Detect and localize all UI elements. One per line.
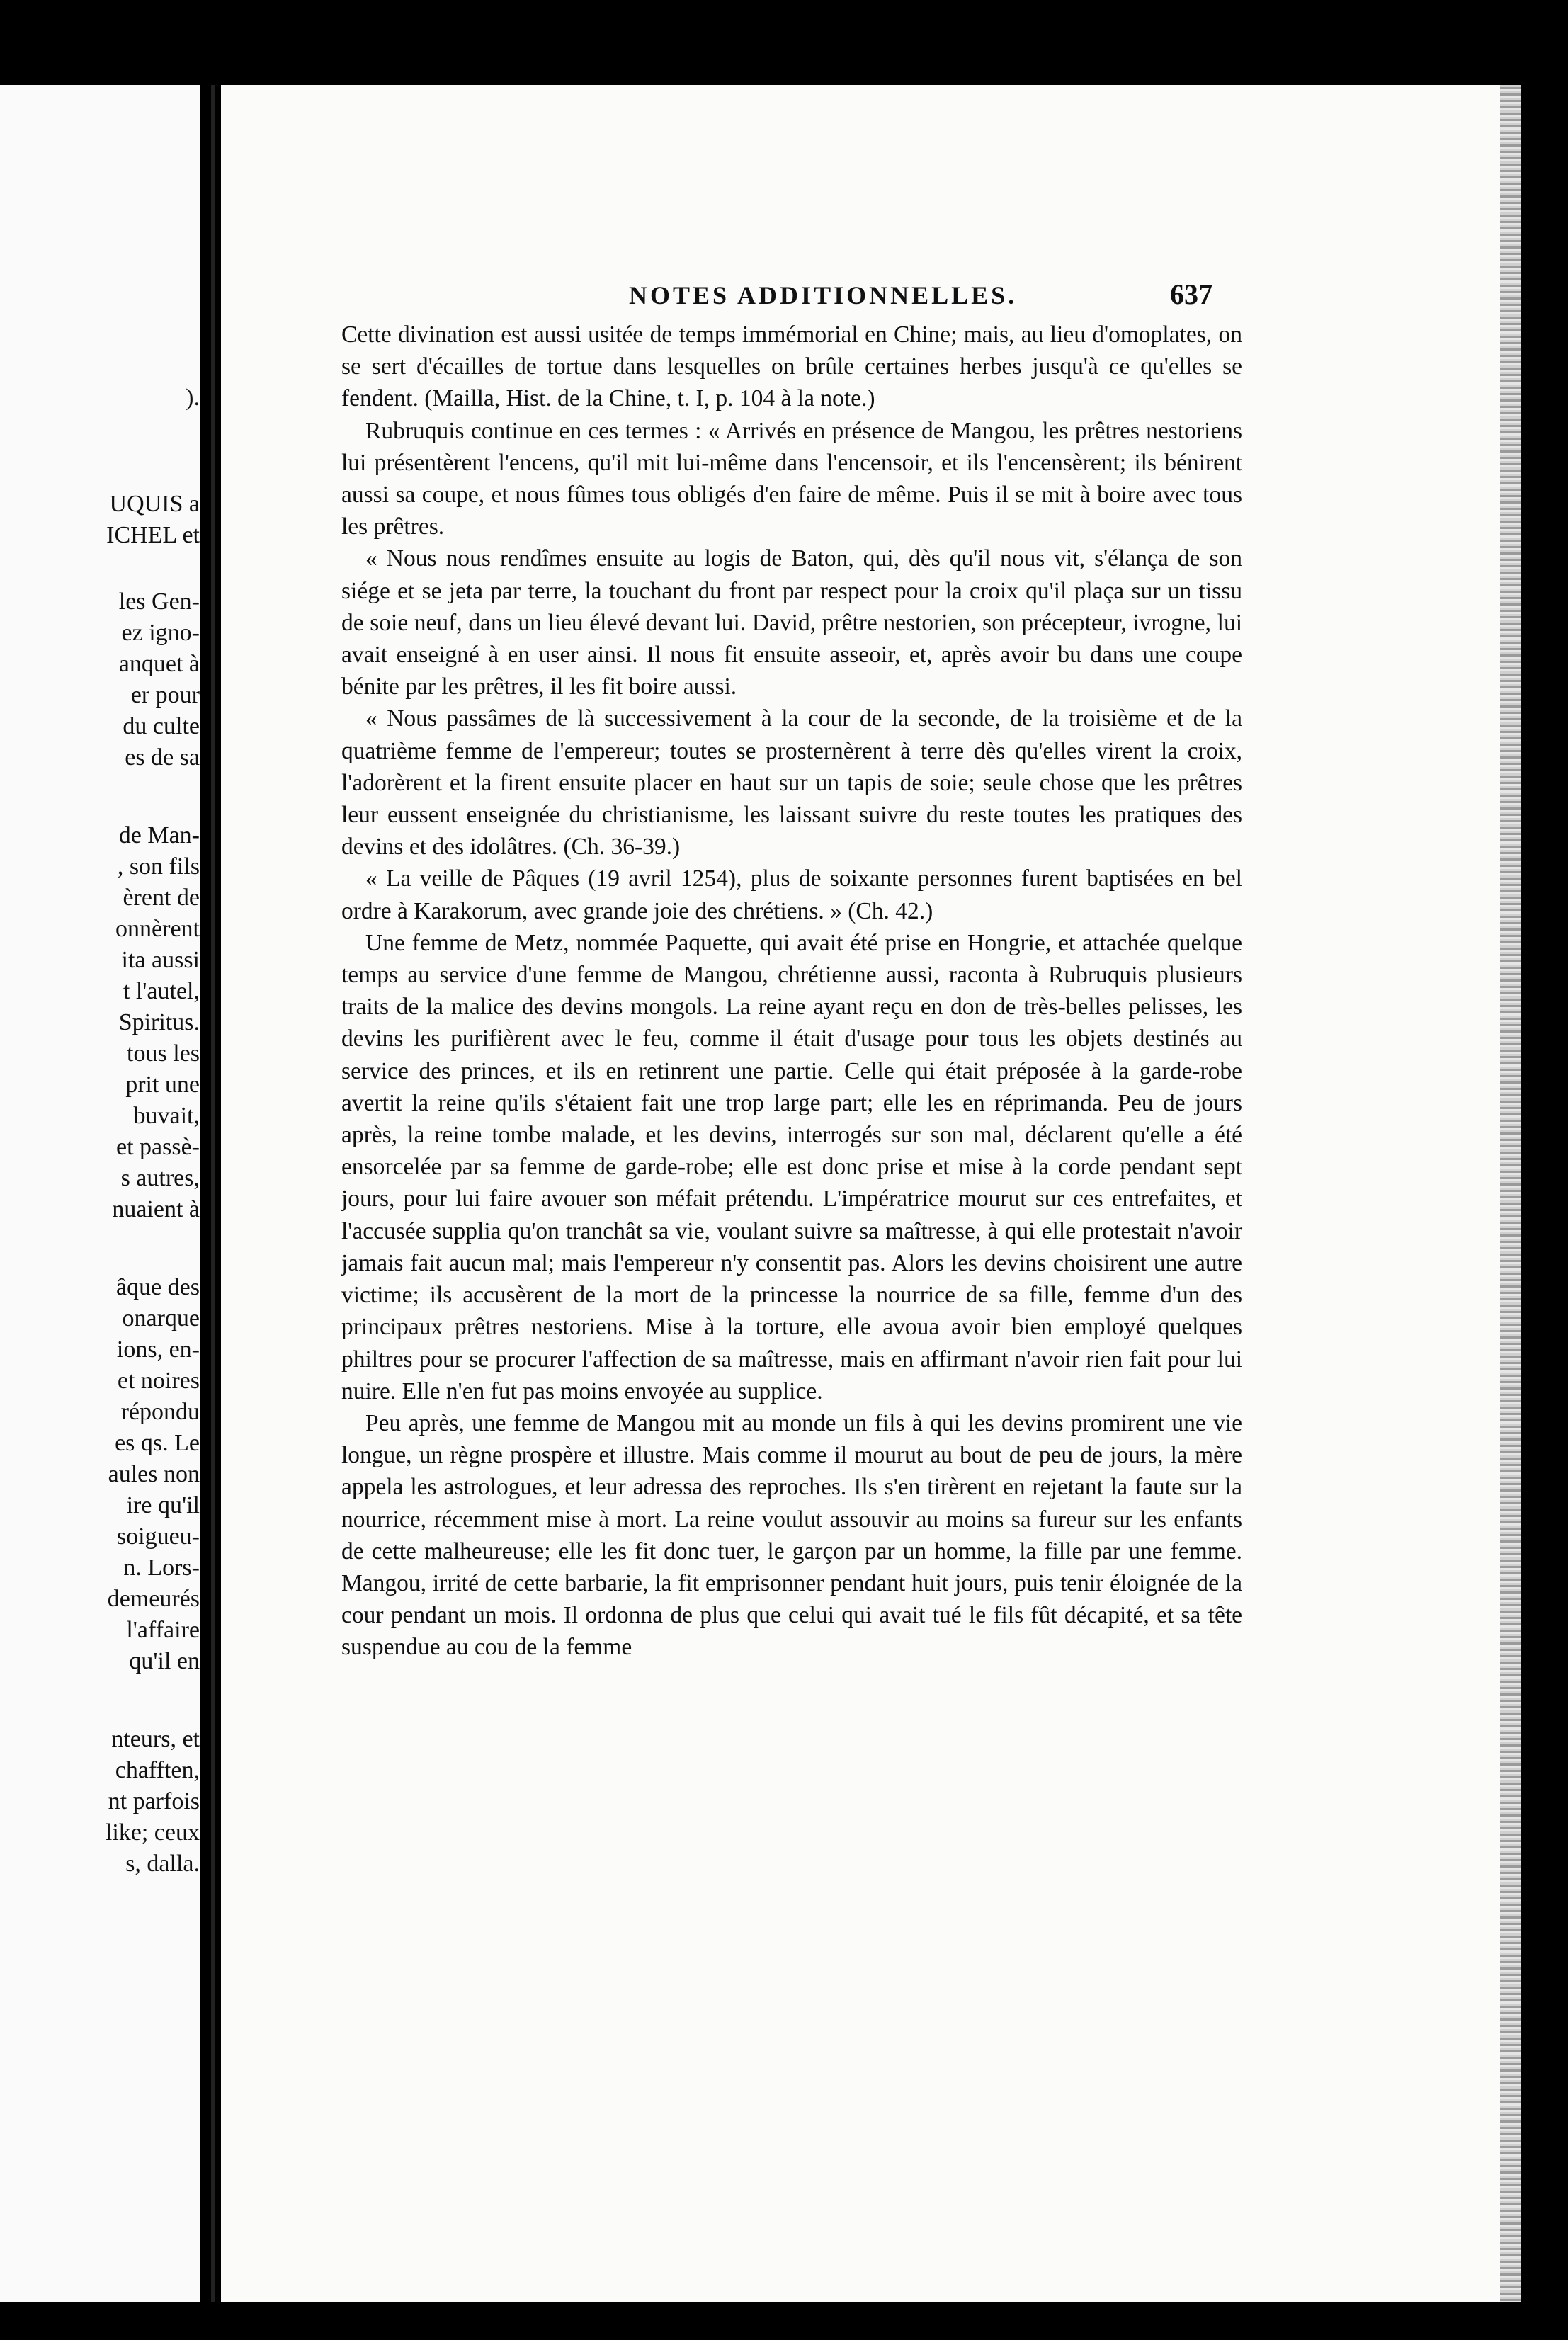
left-page-fragment: ire qu'il [126, 1492, 200, 1518]
left-page-fragment: es de sa [125, 744, 200, 771]
paragraph: Rubruquis continue en ces termes : « Arrivés en présence de Mangou, les prêtres nestoriens lui présentèrent l'encens, qu'il mit lui-même dans l'encensoir, et ils l'encensèrent; ils bénirent aussi sa coupe, et nous fûmes tous obligés d'en faire de même. Puis il se mit à boire avec tous les prêtres. [341, 417, 1242, 540]
left-page-fragment: répondu [120, 1399, 200, 1425]
left-page-fragment: ions, en- [116, 1336, 200, 1363]
left-page-fragment: ICHEL et [106, 522, 200, 548]
left-page-fragment: ). [186, 385, 200, 411]
left-page-fragment: chafften, [115, 1757, 200, 1783]
left-page-fragment: ita aussi [121, 947, 200, 973]
paragraph: « Nous passâmes de là successivement à la cour de la seconde, de la troisième et de la quatrième femme de l'empereur; toutes se prosternèrent à terre dès qu'elles virent la croix, l'adorèrent et la firent ensuite placer en haut sur un tapis de soie; seule chose que les prêtres leur eussent enseignée du christianisme, les laissant suivre du reste toutes les pratiques des devins et des idolâtres. (Ch. 36-39.) [341, 705, 1242, 861]
left-page-fragment: t l'autel, [123, 978, 200, 1004]
left-page-fragment: s, dalla. [125, 1851, 200, 1877]
left-page-fragment: onarque [122, 1305, 200, 1331]
paragraph: Cette divination est aussi usitée de temps immémorial en Chine; mais, au lieu d'omoplates, on se sert d'écailles de tortue dans lesquelles on brûle certaines herbes jusqu'à ce qu'elles se fendent. (Mailla, Hist. de la Chine, t. I, p. 104 à la note.) [341, 322, 1242, 412]
left-page-fragment: buvait, [133, 1103, 200, 1129]
left-page-fragment: Spiritus. [118, 1009, 200, 1035]
left-page-fragment: es qs. Le [115, 1430, 200, 1456]
left-page-fragment: demeurés [107, 1586, 200, 1612]
left-page-fragment: n. Lors- [123, 1555, 200, 1581]
left-page-text-fragments [0, 85, 200, 2302]
left-page-fragment: tous les [127, 1040, 200, 1067]
book-spine-gutter [211, 85, 215, 2302]
page-edge-stack [1500, 85, 1521, 2302]
left-page-fragment: aules non [108, 1461, 200, 1487]
page-number: 637 [1170, 278, 1212, 310]
left-page-fragment: UQUIS a [109, 491, 200, 517]
left-page-fragment: de Man- [118, 822, 200, 848]
left-page-fragment: qu'il en [129, 1648, 200, 1674]
left-page-fragment: anquet à [118, 651, 200, 677]
body-text [341, 319, 1242, 1664]
paragraph: « La veille de Pâques (19 avril 1254), plus de soixante personnes furent baptisées en bel ordre à Karakorum, avec grande joie des chrétiens. » (Ch. 42.) [341, 865, 1242, 924]
left-page [0, 85, 200, 2302]
left-page-fragment: ez igno- [121, 620, 200, 646]
left-page-fragment: , son fils [117, 853, 200, 880]
left-page-fragment: les Gen- [118, 589, 200, 615]
running-head: NOTES ADDITIONNELLES. [629, 281, 1018, 309]
left-page-fragment: er pour [130, 682, 200, 708]
left-page-fragment: nteurs, et [111, 1726, 200, 1752]
left-page-fragment: âque des [115, 1274, 200, 1300]
left-page-fragment: s autres, [120, 1165, 200, 1191]
left-page-fragment: soigueu- [116, 1523, 200, 1550]
paragraph: « Nous nous rendîmes ensuite au logis de Baton, qui, dès qu'il nous vit, s'élança de son siége et se jeta par terre, la touchant du front par respect pour la croix qu'il plaça sur un tissu de soie neuf, dans un lieu élevé devant lui. David, prêtre nestorien, son précepteur, ivrogne, lui avait enseigné à en user ainsi. Il nous fit ensuite asseoir, et, après avoir bu dans une coupe bénite par les prêtres, il les fit boire aussi. [341, 545, 1242, 700]
paragraph: Une femme de Metz, nommée Paquette, qui avait été prise en Hongrie, et attachée quelque temps au service d'une femme de Mangou, chrétienne aussi, raconta à Rubruquis plusieurs traits de la malice des devins mongols. La reine ayant reçu en don de très-belles pelisses, les devins les purifièrent avec le feu, comme il était d'usage pour tous les objets destinés au service des princes, et ils en retinrent une partie. Celle qui était préposée à la garde-robe avertit la reine qu'ils s'étaient fait une trop large part; elle les en réprimanda. Peu de jours après, la reine tombe malade, et les devins, interrogés sur son mal, déclarent qu'elle a été ensorcelée par sa femme de garde-robe; elle est donc prise et mise à la corde pendant sept jours, pour lui faire avouer son méfait prétendu. L'impératrice mourut sur ces entrefaites, et l'accusée supplia qu'on tranchât sa vie, voulant suivre sa maîtresse, à qui elle protestait n'avoir jamais fait aucun mal; mais l'empereur n'y consentit pas. Alors les devins choisirent une autre victime; ils accusèrent de la mort de la princesse la nourrice de sa fille, femme d'un des principaux prêtres nestoriens. Mise à la torture, elle avoua avoir bien employé quelques philtres pour se procurer l'affection de sa maîtresse, mais en affirmant n'avoir rien fait pour lui nuire. Elle n'en fut pas moins envoyée au supplice. [341, 929, 1242, 1404]
left-page-fragment: nuaient à [112, 1196, 200, 1222]
left-page-fragment: prit une [125, 1072, 200, 1098]
left-page-fragment: onnèrent [115, 916, 200, 942]
left-page-fragment: nt parfois [108, 1788, 200, 1814]
left-page-fragment: like; ceux [105, 1819, 200, 1846]
left-page-fragment: du culte [123, 713, 200, 739]
left-page-fragment: et passè- [115, 1134, 200, 1160]
left-page-fragment: l'affaire [126, 1617, 200, 1643]
left-page-fragment: et noires [117, 1368, 200, 1394]
paragraph: Peu après, une femme de Mangou mit au monde un fils à qui les devins promirent une vie longue, un règne prospère et illustre. Mais comme il mourut au bout de peu de jours, la mère appela les astrologues, et leur adressa des reproches. Ils s'en tirèrent en rejetant la faute sur la nourrice, récemment mise à mort. La reine voulut assouvir au moins sa fureur sur les enfants de cette malheureuse; elle les fit donc tuer, le garçon par un homme, la fille par une femme. Mangou, irrité de cette barbarie, la fit emprisonner pendant huit jours, puis tenir éloignée de la cour pendant un mois. Il ordonna de plus que celui qui avait tué le fils fût décapité, et sa tête suspendue au cou de la femme [341, 1409, 1242, 1661]
left-page-fragment: èrent de [123, 885, 200, 911]
